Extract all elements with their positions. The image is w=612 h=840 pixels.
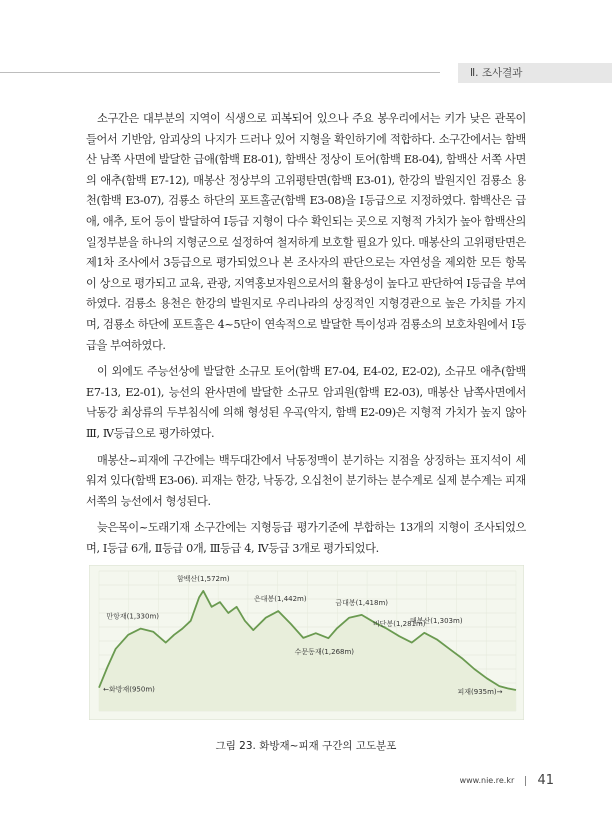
peak-label: 피재(935m)→ [457, 688, 503, 696]
page-footer [460, 770, 554, 789]
peak-label: 은대봉(1,442m) [254, 595, 307, 604]
page-number: 41 [537, 773, 554, 788]
peak-label: 만항재(1,330m) [106, 612, 160, 621]
footer-divider [525, 776, 526, 786]
paragraph-2: 이 외에도 주능선상에 발달한 소규모 토어(함백 E7-04, E4-02, E2-02), 소규모 애추(함백 E7-13, E2-01), 능선의 완사면에 발달한 소규모 암괴원(함백 E2-03), 매봉산 남쪽사면에서 낙동강 최상류의 두부침식에 의해 형성된 우곡(악지, 함백 E2-09)은 지형적 가치가 높지 않아 Ⅲ, Ⅳ등급으로 평가하였다. [86, 365, 526, 440]
figure-caption: 그림 23. 화방재~피재 구간의 고도분포 [215, 740, 397, 752]
peak-label: 매봉산(1,303m) [409, 616, 463, 625]
paragraph-1: 소구간은 대부분의 지역이 식생으로 피복되어 있으나 주요 봉우리에서는 키가 낮은 관목이 들어서 기반암, 암괴상의 나지가 드러나 있어 지형을 확인하기에 적합하다. 소구간에서는 함백산 남쪽 사면에 발달한 급애(함백 E8-01), 함백산 정상이 토어(함백 E8-04), 함백산 서쪽 사면의 애추(함백 E7-12), 매봉산 정상부의 고위평탄면(함백 E3-01), 한강의 발원지인 검룡소 용천(함백 E3-07), 검룡소 하단의 포트홀군(함백 E3-08)을 Ⅰ등급으로 지정하였다. 함백산은 급애, 애추, 토어 등이 발달하여 Ⅰ등급 지형이 다수 확인되는 곳으로 지형적 가치가 높아 함백산의 일정부분을 하나의 지형군으로 설정하여 철저하게 보호할 필요가 있다. 매봉산의 고위평탄면은 제1차 조사에서 3등급으로 평가되었으나 본 조사자의 판단으로는 자연성을 제외한 모든 항목이 상으로 평가되고 교육, 관광, 지역홍보자원으로서의 활용성이 높다고 판단하여 Ⅰ등급을 부여하였다. 검룡소 용천은 한강의 발원지로 우리나라의 상징적인 지형경관으로 높은 가치를 가지며, 검룡소 하단에 포트홀은 4~5단이 연속적으로 발달한 특이성과 검룡소의 보호차원에서 Ⅰ등급을 부여하였다. [86, 112, 526, 352]
peak-label: 함백산(1,572m) [176, 574, 230, 583]
peak-label: ←화방재(950m) [103, 685, 155, 694]
paragraph-3: 매봉산~피재에 구간에는 백두대간에서 낙동정맥이 분기하는 지점을 상징하는 표지석이 세워져 있다(함백 E3-06). 피재는 한강, 낙동강, 오십천이 분기하는 분수계로 실제 분수계는 피재서쪽의 능선에서 형성된다. [86, 453, 527, 508]
footer-url: www.nie.re.kr [459, 776, 515, 785]
page-header [0, 63, 612, 83]
peak-label: 금대봉(1,418m) [335, 598, 389, 607]
body-text [86, 109, 526, 565]
peak-label: 비단봉(1,281m) [372, 620, 426, 629]
section-tab: Ⅱ. 조사결과 [458, 63, 612, 83]
header-rule [0, 72, 440, 73]
peak-label: 수문동재(1,268m) [294, 648, 355, 657]
paragraph-4: 늦은목이~도래기재 소구간에는 지형등급 평가기준에 부합하는 13개의 지형이 조사되었으며, Ⅰ등급 6개, Ⅱ등급 0개, Ⅲ등급 4, Ⅳ등급 3개로 평가되었다. [86, 521, 526, 555]
elevation-profile-figure [89, 565, 524, 720]
elevation-profile-chart [89, 565, 524, 720]
